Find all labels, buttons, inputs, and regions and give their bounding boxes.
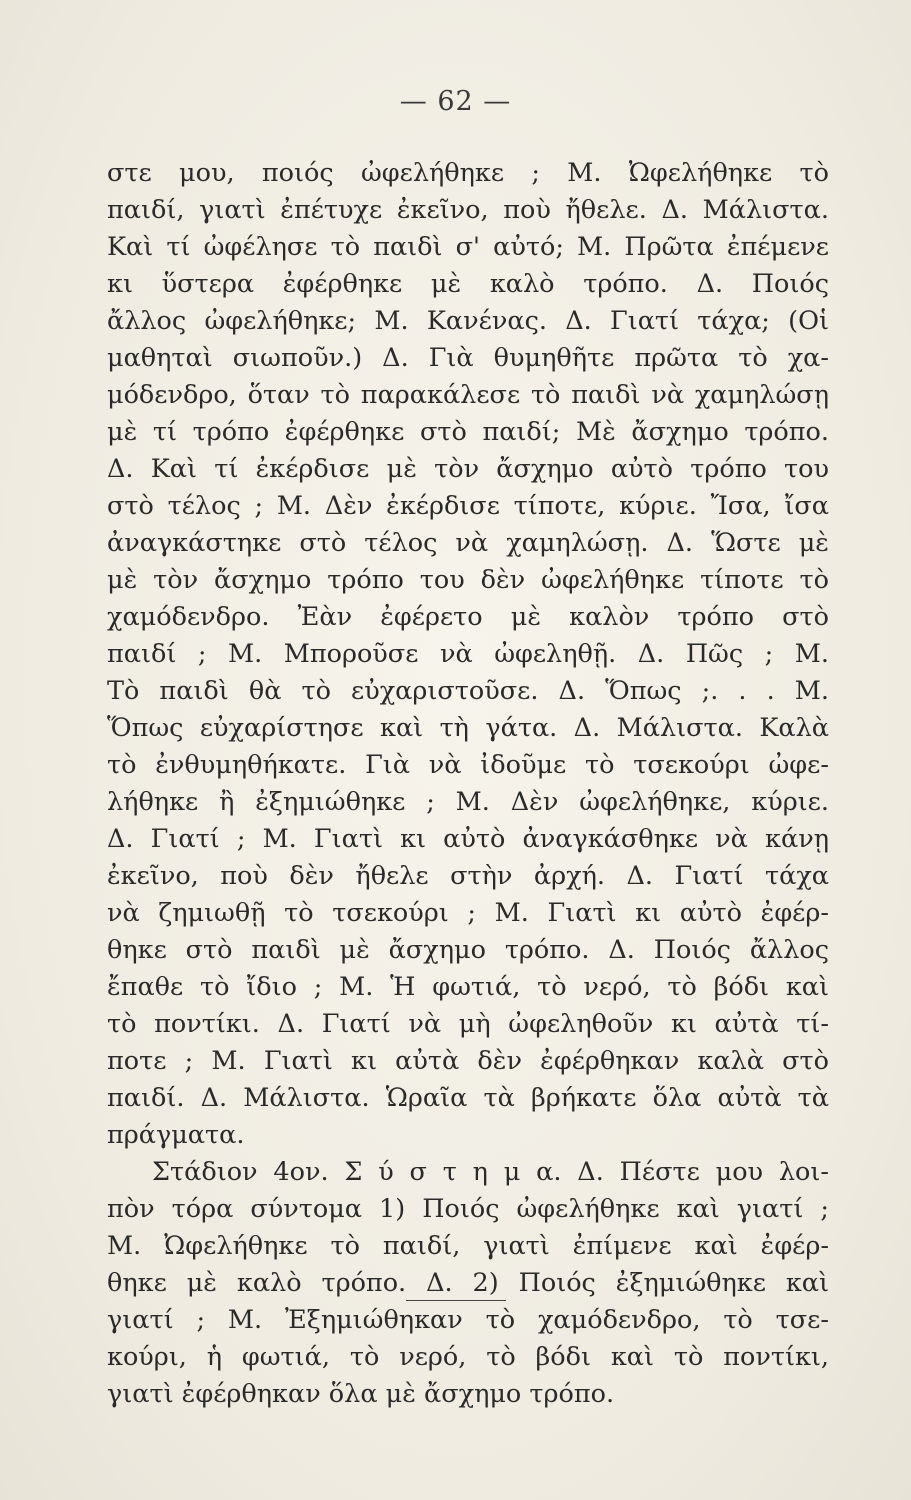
text-line: κούρι, ἡ φωτιά, τὸ νερό, τὸ βόδι καὶ τὸ ποντίκι, bbox=[107, 1342, 829, 1372]
text-line: Στάδιον 4ον. Σ ύ σ τ η μ α. Δ. Πέστε μου λοι- bbox=[152, 1157, 829, 1187]
text-line: νὰ ζημιωθῇ τὸ τσεκούρι ; Μ. Γιατὶ κι αὐτὸ ἐφέρ- bbox=[107, 898, 829, 928]
text-line: θηκε μὲ καλὸ τρόπο. Δ. 2) Ποιός ἐξημιώθηκε καὶ bbox=[107, 1268, 829, 1298]
text-line: κι ὕστερα ἐφέρθηκε μὲ καλὸ τρόπο. Δ. Ποιός bbox=[107, 269, 829, 299]
text-line: ἄλλος ὠφελήθηκε; Μ. Κανένας. Δ. Γιατί τάχα; (Οἱ bbox=[107, 306, 829, 336]
text-line: στε μου, ποιός ὠφελήθηκε ; Μ. Ὠφελήθηκε τὸ bbox=[107, 158, 829, 188]
page-number: — 62 — bbox=[399, 86, 512, 117]
text-line: Ὅπως εὐχαρίστησε καὶ τὴ γάτα. Δ. Μάλιστα. Καλὰ bbox=[107, 713, 829, 743]
text-line: παιδί, γιατὶ ἐπέτυχε ἐκεῖνο, ποὺ ἤθελε. Δ. Μάλιστα. bbox=[107, 195, 829, 225]
text-line: πὸν τόρα σύντομα 1) Ποιός ὠφελήθηκε καὶ γιατί ; bbox=[107, 1194, 829, 1224]
text-line: Δ. Καὶ τί ἐκέρδισε μὲ τὸν ἄσχημο αὐτὸ τρόπο του bbox=[107, 454, 829, 484]
text-line: Δ. Γιατί ; Μ. Γιατὶ κι αὐτὸ ἀναγκάσθηκε νὰ κάνῃ bbox=[107, 824, 829, 854]
text-line: χαμόδενδρο. Ἐὰν ἐφέρετο μὲ καλὸν τρόπο στὸ bbox=[107, 602, 829, 632]
text-line: τὸ ποντίκι. Δ. Γιατί νὰ μὴ ὠφεληθοῦν κι αὐτὰ τί- bbox=[107, 1009, 829, 1039]
text-line: ἀναγκάστηκε στὸ τέλος νὰ χαμηλώσῃ. Δ. Ὥστε μὲ bbox=[107, 528, 829, 558]
text-line: γιατί ; Μ. Ἐξημιώθηκαν τὸ χαμόδενδρο, τὸ τσε- bbox=[107, 1305, 829, 1335]
text-line: στὸ τέλος ; Μ. Δὲν ἐκέρδισε τίποτε, κύριε. Ἴσα, ἴσα bbox=[107, 491, 829, 521]
body-text bbox=[107, 155, 829, 1413]
text-line: τὸ ἐνθυμηθήκατε. Γιὰ νὰ ἰδοῦμε τὸ τσεκούρι ὠφε- bbox=[107, 750, 829, 780]
text-line: μαθηταὶ σιωποῦν.) Δ. Γιὰ θυμηθῆτε πρῶτα τὸ χα- bbox=[107, 343, 829, 373]
text-line: λήθηκε ἢ ἐξημιώθηκε ; Μ. Δὲν ὠφελήθηκε, κύριε. bbox=[107, 787, 829, 817]
text-line: Τὸ παιδὶ θὰ τὸ εὐχαριστοῦσε. Δ. Ὅπως ;. . . Μ. bbox=[107, 676, 829, 706]
text-line: θηκε στὸ παιδὶ μὲ ἄσχημο τρόπο. Δ. Ποιός ἄλλος bbox=[107, 935, 829, 965]
text-line: Καὶ τί ὠφέλησε τὸ παιδὶ σ' αὐτό; Μ. Πρῶτα ἐπέμενε bbox=[107, 232, 829, 262]
text-line: παιδί. Δ. Μάλιστα. Ὡραῖα τὰ βρήκατε ὅλα αὐτὰ τὰ bbox=[107, 1083, 829, 1113]
text-line: μὲ τὸν ἄσχημο τρόπο του δὲν ὠφελήθηκε τίποτε τὸ bbox=[107, 565, 829, 595]
text-line: Μ. Ὠφελήθηκε τὸ παιδί, γιατὶ ἐπίμενε καὶ ἐφέρ- bbox=[107, 1231, 829, 1261]
text-line: μόδενδρο, ὅταν τὸ παρακάλεσε τὸ παιδὶ νὰ χαμηλώσῃ bbox=[107, 380, 829, 410]
text-line: ποτε ; Μ. Γιατὶ κι αὐτὰ δὲν ἐφέρθηκαν καλὰ στὸ bbox=[107, 1046, 829, 1076]
text-line: μὲ τί τρόπο ἐφέρθηκε στὸ παιδί; Μὲ ἄσχημο τρόπο. bbox=[107, 417, 829, 447]
text-line: ἔπαθε τὸ ἴδιο ; Μ. Ἡ φωτιά, τὸ νερό, τὸ βόδι καὶ bbox=[107, 972, 829, 1002]
text-line: πράγματα. bbox=[107, 1120, 245, 1150]
closing-rule bbox=[406, 1300, 506, 1301]
text-line: ἐκεῖνο, ποὺ δὲν ἤθελε στὴν ἀρχή. Δ. Γιατί τάχα bbox=[107, 861, 829, 891]
text-line: παιδί ; Μ. Μποροῦσε νὰ ὠφεληθῇ. Δ. Πῶς ; Μ. bbox=[107, 639, 829, 669]
text-line: γιατὶ ἐφέρθηκαν ὅλα μὲ ἄσχημο τρόπο. bbox=[107, 1379, 615, 1409]
